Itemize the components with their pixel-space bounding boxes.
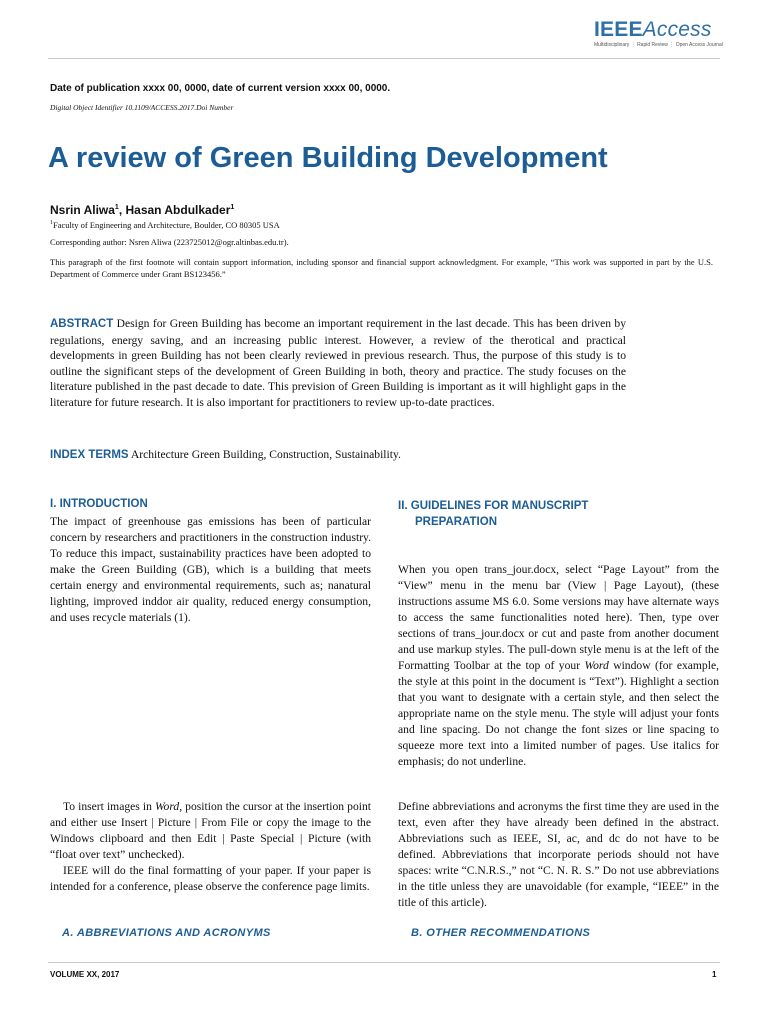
paragraph-text: position the cursor at the insertion point and either use Insert | Picture | From File or copy the image to the Windows clipboard and then Edit | Paste Special | Picture (with “float over text” unchecked). xyxy=(50,800,371,861)
section-heading-introduction: I. INTRODUCTION xyxy=(50,498,148,510)
emphasis-word: Word, xyxy=(154,800,183,813)
section-heading-guidelines xyxy=(398,498,588,530)
logo-tagline: Multidisciplinary ⋮ Rapid Review ⋮ Open Access Journal xyxy=(594,42,723,48)
paper-title: A review of Green Building Development xyxy=(48,142,608,174)
volume-label: VOLUME XX, 2017 xyxy=(50,970,120,979)
abbreviations-paragraph: Define abbreviations and acronyms the first time they are used in the text, even after they have already been defined in the abstract. Abbreviations such as IEEE, SI, ac, and dc do not have to be defined. Abbreviations that incorporate periods should not have spaces: write “C.N.R.S.,” not “C. N. R. S.” Do not use abbreviations in the title unless they are unavoidable (for example, “IEEE” in the title of this article). xyxy=(398,800,719,909)
abstract xyxy=(50,316,626,411)
formatting-paragraph: IEEE will do the final formatting of your paper. If your paper is intended for a conference, please observe the conference page limits. xyxy=(50,864,371,893)
author-list xyxy=(50,203,234,217)
doi-line: Digital Object Identifier 10.1109/ACCESS.2017.Doi Number xyxy=(50,103,234,112)
author-affil-marker: 1 xyxy=(230,204,235,211)
heading-line: II. GUIDELINES FOR MANUSCRIPT xyxy=(398,500,589,512)
logo-suffix: Access xyxy=(642,18,712,41)
author-separator: , xyxy=(118,203,126,217)
affiliation-text: Faculty of Engineering and Architecture, Boulder, CO 80305 USA xyxy=(53,220,280,230)
heading-line: PREPARATION xyxy=(415,516,497,528)
header-divider xyxy=(48,58,720,59)
corresponding-author: Corresponding author: Nsren Aliwa (223725012@ogr.altinbas.edu.tr). xyxy=(50,237,289,247)
introduction-paragraph: The impact of greenhouse gas emissions has been of particular concern by researchers and practitioners in the construction industry. To reduce this impact, sustainability practices have been adopted to make the Green Building (GB), which is a building that meets certain energy and environmental requirements, such as; nanatural lighting, improved inddor air quality, reduced energy consumption, and uses recycle materials (1). xyxy=(50,515,371,624)
affiliation xyxy=(50,220,280,230)
publication-date: Date of publication xxxx 00, 0000, date of current version xxxx 00, 0000. xyxy=(50,83,391,94)
subsection-heading-recommendations: B. OTHER RECOMMENDATIONS xyxy=(411,927,591,939)
logo-brand: IEEE xyxy=(594,18,643,41)
insert-images-paragraph xyxy=(50,799,371,863)
author-name: Hasan Abdulkader xyxy=(125,203,231,217)
ieee-access-logo xyxy=(594,18,724,48)
abstract-label: ABSTRACT xyxy=(50,318,114,330)
abstract-text: Design for Green Building has become an important requirement in the last decade. This has been driven by regulations, energy saving, and an increasing public interest. However, a review of the therotical and practical developments in green Building has not been clearly reviewed in previous research. Thus, the purpose of this study is to outline the significant steps of the development of Green Building in both, theory and practice. The study focuses on the literature published in the past decade to date. This prevision of Green Building is important as it will highlight gaps in the literature for future research. It is also important for practitioners to review up-to-date practices. xyxy=(50,317,626,409)
emphasis-word: Word xyxy=(584,659,609,672)
subsection-heading-abbreviations: A. ABBREVIATIONS AND ACRONYMS xyxy=(62,927,271,939)
paragraph-text: window (for example, the style at this point in the document is “Text”). Highlight a section that you want to designate with a certain style, and then select the appropriate name on the style menu. The style will adjust your fonts and line spacing. Do not change the font sizes or line spacing to squeeze more text into a limited number of pages. Use italics for emphasis; do not underline. xyxy=(398,659,719,768)
author-affil-marker: 1 xyxy=(114,204,119,211)
guidelines-paragraph xyxy=(398,562,719,770)
index-terms-text: Architecture Green Building, Construction, Sustainability. xyxy=(130,448,401,461)
index-terms-label: INDEX TERMS xyxy=(50,449,129,461)
index-terms xyxy=(50,448,670,461)
page-number: 1 xyxy=(712,970,717,979)
author-name: Nsrin Aliwa xyxy=(50,203,115,217)
logo-wordmark xyxy=(594,18,724,42)
paragraph-text: To insert images in xyxy=(63,800,155,813)
footer-divider xyxy=(48,962,720,963)
affiliation-marker: 1 xyxy=(50,220,53,227)
support-footnote: This paragraph of the first footnote will contain support information, including sponsor and financial support acknowledgment. For example, “This work was supported in part by the U.S. Department of Commerce under Grant BS123456.” xyxy=(50,257,713,279)
paragraph-text: When you open trans_jour.docx, select “Page Layout” from the “View” menu in the menu bar (View | Page Layout), (these instructions assume MS 6.0. Some versions may have alternate ways to access the same functionalities noted here). Then, type over sections of trans_jour.docx or cut and paste from another document and use markup styles. The pull-down style menu is at the left of the Formatting Toolbar at the top of your xyxy=(398,563,719,672)
